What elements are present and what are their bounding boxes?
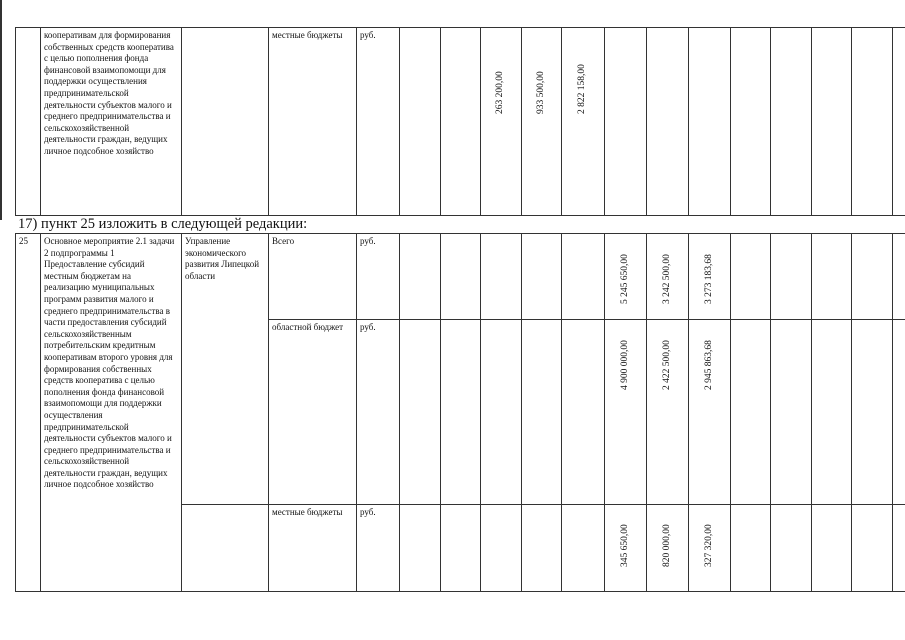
empty-cell [852,234,893,320]
empty-cell [731,505,771,592]
empty-cell [441,320,481,505]
empty-cell [893,28,905,216]
empty-cell [562,505,605,592]
unit-cell: руб. [357,234,400,320]
source-cell: местные бюджеты [269,505,357,592]
empty-cell [731,234,771,320]
value-cell [562,28,605,216]
unit-cell: руб. [357,505,400,592]
executor-cell [182,505,269,592]
num-cell [16,28,41,216]
value-cell [647,505,689,592]
empty-cell [852,320,893,505]
table-row [16,28,905,216]
empty-cell [731,28,771,216]
value-text: 263 200,00 [495,71,505,114]
value-cell [522,28,562,216]
value-cell [481,28,522,216]
empty-cell [689,28,731,216]
empty-cell [893,505,905,592]
value-text: 933 500,00 [535,71,546,114]
empty-cell [605,28,647,216]
value-text: 2 945 863,68 [703,340,714,390]
value-cell [647,320,689,505]
measure-name-cell: Основное мероприятие 2.1 задачи 2 подпрограммы 1 Предоставление субсидий местным бюджетам на реализацию муниципальных программ развития малого и среднего предпринимательства в части предоставления субсидий сельскохозяйственным потребительским кредитным кооперативам второго уровня для формирования собственных средств кооператива с целью пополнения фонда финансовой взаимопомощи для поддержки осуществления предпринимательской деятельности субъектов малого и среднего предпринимательства и сельскохозяйственной деятельности граждан, ведущих личное подсобное хозяйство [41,234,182,592]
empty-cell [771,234,812,320]
empty-cell [731,320,771,505]
empty-cell [812,505,852,592]
value-cell [647,234,689,320]
section-heading: 17) пункт 25 изложить в следующей редакции: [18,216,308,232]
value-cell [605,320,647,505]
value-cell [605,505,647,592]
empty-cell [893,320,905,505]
empty-cell [441,28,481,216]
source-cell: областной бюджет [269,320,357,505]
empty-cell [812,234,852,320]
page-edge-mark [0,0,2,220]
value-text: 3 242 500,00 [661,254,672,304]
empty-cell [771,320,812,505]
empty-cell [441,505,481,592]
empty-cell [812,320,852,505]
empty-cell [481,505,522,592]
value-text: 5 245 650,00 [619,254,630,304]
value-cell [689,505,731,592]
value-text: 2 822 158,00 [577,64,587,114]
empty-cell [562,320,605,505]
empty-cell [522,320,562,505]
value-text: 345 650,00 [619,524,630,567]
empty-cell [481,234,522,320]
measure-name-cell: кооперативам для формирования собственных средств кооператива с целью пополнения фонда финансовой взаимопомощи для поддержки осуществления предпринимательской деятельности субъектов малого и среднего предпринимательства и сельскохозяйственной деятельности граждан, ведущих личное подсобное хозяйство [41,28,182,216]
empty-cell [481,320,522,505]
empty-cell [771,505,812,592]
value-cell [689,234,731,320]
executor-cell: Управление экономического развития Липецкой области [182,234,269,505]
empty-cell [400,505,441,592]
empty-cell [441,234,481,320]
value-cell [605,234,647,320]
table-continuation [15,27,905,216]
empty-cell [771,28,812,216]
value-text: 2 422 500,00 [661,340,672,390]
value-text: 820 000,00 [661,524,672,567]
empty-cell [647,28,689,216]
empty-cell [400,320,441,505]
table-item-25 [15,233,905,592]
unit-cell: руб. [357,320,400,505]
empty-cell [562,234,605,320]
table-row [16,234,905,320]
empty-cell [893,234,905,320]
empty-cell [400,28,441,216]
value-text: 4 900 000,00 [619,340,630,390]
empty-cell [400,234,441,320]
num-cell: 25 [16,234,41,592]
empty-cell [522,234,562,320]
value-text: 3 273 183,68 [703,254,714,304]
executor-cell [182,28,269,216]
empty-cell [852,28,893,216]
source-cell: Всего [269,234,357,320]
source-cell: местные бюджеты [269,28,357,216]
empty-cell [812,28,852,216]
value-text: 327 320,00 [703,524,714,567]
value-cell [689,320,731,505]
empty-cell [522,505,562,592]
empty-cell [852,505,893,592]
unit-cell: руб. [357,28,400,216]
